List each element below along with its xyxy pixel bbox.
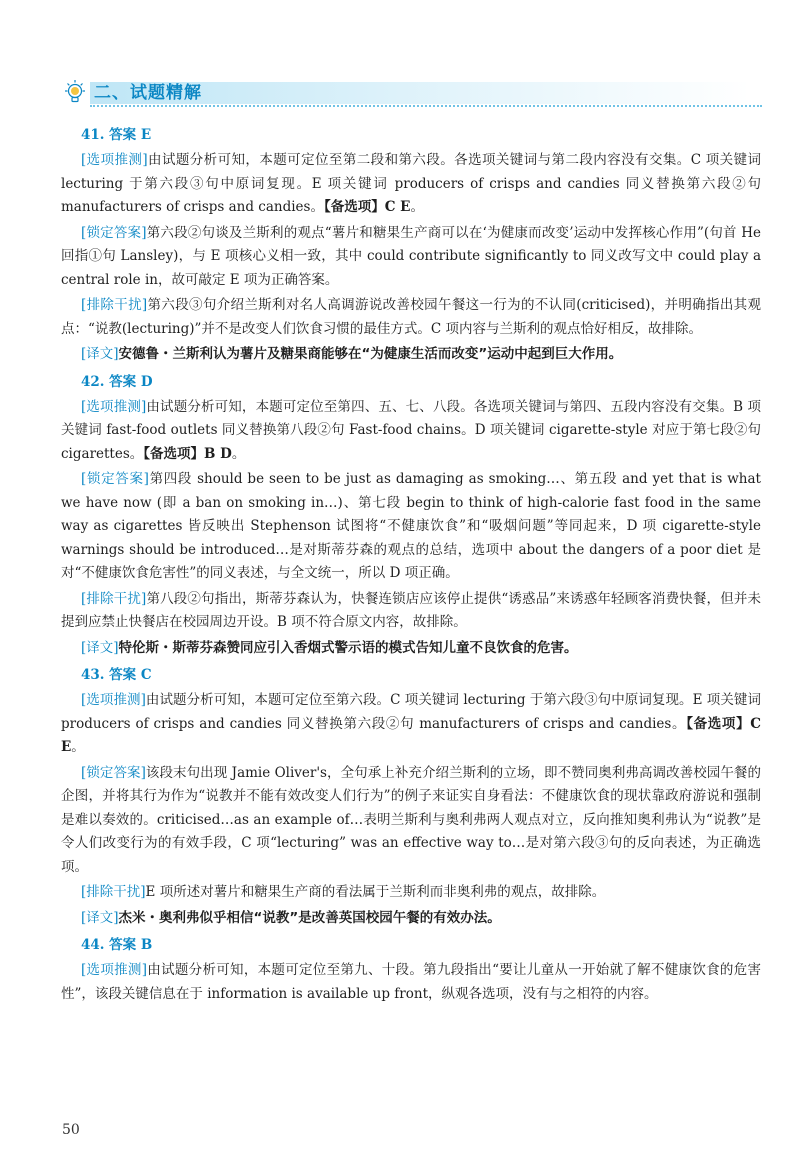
answer-explanations — [61, 120, 761, 1008]
tag-label: [排除干扰] — [81, 297, 148, 313]
tag-label: [选项推测] — [81, 692, 146, 708]
paragraph-text: 由试题分析可知，本题可定位至第六段。C 项关键词 lecturing 于第六段③句中原词复现。E 项关键词 producers of crisps and candies 同义替换第六段②句 manufacturers of crisps and candies。 — [61, 692, 761, 732]
paragraph-end: 。 — [71, 739, 85, 755]
paragraph-text: 由试题分析可知，本题可定位至第二段和第六段。各选项关键词与第二段内容没有交集。C 项关键词 lecturing 于第六段③句中原词复现。E 项关键词 producers of crisps and candies 同义替换第六段②句 manufacturers of crisps and candies。 — [61, 152, 761, 215]
candidate-options: 【备选项】C E — [61, 715, 762, 755]
lock-answer-41 — [61, 222, 761, 293]
translation-41 — [61, 343, 761, 367]
translation-text: 特伦斯・斯蒂芬森赞同应引入香烟式警示语的模式告知儿童不良饮食的危害。 — [118, 639, 578, 656]
translation-43 — [61, 907, 761, 931]
option-prediction-44 — [61, 959, 761, 1006]
tag-label: [选项推测] — [81, 398, 147, 415]
lock-answer-43 — [61, 762, 761, 880]
paragraph-text: 由试题分析可知，本题可定位至第九、十段。第九段指出“要让儿童从一开始就了解不健康饮食的危害性”，该段关键信息在于 information is available up front，纵观各选项，没有与之相符的内容。 — [61, 962, 761, 1002]
tag-label: [译文] — [81, 639, 119, 656]
exclude-distractors-42 — [61, 588, 761, 635]
option-prediction-43 — [61, 689, 761, 760]
translation-42 — [61, 637, 761, 661]
tag-label: [锁定答案] — [81, 764, 146, 781]
candidate-options: 【备选项】B D — [143, 445, 232, 462]
exclude-distractors-41 — [61, 294, 761, 341]
section-header — [62, 78, 762, 112]
paragraph-text: 该段末句出现 Jamie Oliver's，全句承上补充介绍兰斯利的立场，即不赞同奥利弗高调改善校园午餐的企图，并将其行为作为“说教并不能有效改变人们行为”的例子来证实自身看法：不健康饮食的现状靠政府游说和强制是难以奏效的。criticised…as an example of…表明兰斯利与奥利弗两人观点对立，反向推知奥利弗认为“说教”是令人们改变行为的有效手段，C 项“lecturing” was an effective way to…是对第六段③句的反向表述，为正确选项。 — [61, 764, 761, 875]
paragraph-text: 第四段 should be seen to be just as damaging as smoking…、第五段 and yet that is what we have now (即 a ban on smoking in…)、第七段 begin to think of high-calorie fast food in the same way as cigarettes 皆反映出 Stephenson 试图将“不健康饮食”和“吸烟问题”等同起来，D 项 cigarette-style warnings should be introduced…是对斯蒂芬森的观点的总结，选项中 about the dangers of a poor diet 是对“不健康饮食危害性”的同义表述，与全文统一，所以 D 项正确。 — [61, 471, 761, 581]
lock-answer-42 — [61, 468, 761, 586]
header-dotted-rule — [90, 105, 762, 107]
candidate-options: 【备选项】C E — [323, 199, 411, 215]
option-prediction-42 — [61, 396, 761, 467]
translation-text: 安德鲁・兰斯利认为薯片及糖果商能够在“为健康生活而改变”运动中起到巨大作用。 — [118, 346, 623, 362]
tag-label: [锁定答案] — [81, 471, 149, 487]
tag-label: [排除干扰] — [81, 884, 146, 900]
paragraph-end: 。 — [231, 445, 246, 462]
section-title: 二、试题精解 — [94, 83, 202, 103]
answer-heading-43: 43. 答案 C — [81, 667, 152, 683]
answer-heading-41: 41. 答案 E — [81, 127, 152, 143]
paragraph-text: E 项所述对薯片和糖果生产商的看法属于兰斯利而非奥利弗的观点，故排除。 — [145, 884, 606, 900]
paragraph-text: 第六段②句谈及兰斯利的观点“薯片和糖果生产商可以在‘为健康而改变’运动中发挥核心作用”(句首 He 回指①句 Lansley)，与 E 项核心义相一致，其中 could contribute significantly to 同义改写文中 could play a central role in，故可敲定 E 项为正确答案。 — [61, 224, 761, 288]
tag-label: [排除干扰] — [81, 590, 147, 607]
option-prediction-41 — [61, 149, 761, 220]
translation-text: 杰米・奥利弗似乎相信“说教”是改善英国校园午餐的有效办法。 — [118, 909, 501, 926]
tag-label: [译文] — [81, 346, 119, 362]
tag-label: [选项推测] — [81, 152, 148, 168]
tag-label: [锁定答案] — [81, 224, 147, 241]
paragraph-text: 第八段②句指出，斯蒂芬森认为，快餐连锁店应该停止提供“诱惑品”来诱惑年轻顾客消费快餐，但并未提到应禁止快餐店在校园周边开设。B 项不符合原文内容，故排除。 — [61, 590, 761, 630]
exclude-distractors-43 — [61, 881, 761, 905]
tag-label: [选项推测] — [81, 962, 147, 978]
paragraph-text: 第六段③句介绍兰斯利对名人高调游说改善校园午餐这一行为的不认同(criticised)，并明确指出其观点：“说教(lecturing)”并不是改变人们饮食习惯的最佳方式。C 项内容与兰斯利的观点恰好相反，故排除。 — [61, 297, 761, 337]
page-number: 50 — [62, 1122, 80, 1138]
answer-heading-44: 44. 答案 B — [81, 937, 153, 953]
tag-label: [译文] — [81, 909, 119, 926]
paragraph-text: 由试题分析可知，本题可定位至第四、五、七、八段。各选项关键词与第四、五段内容没有交集。B 项关键词 fast-food outlets 同义替换第八段②句 Fast-food chains。D 项关键词 cigarette-style 对应于第七段②句 cigarettes。 — [61, 398, 761, 462]
lightbulb-icon — [62, 78, 88, 108]
answer-heading-42: 42. 答案 D — [81, 373, 153, 390]
paragraph-end: 。 — [410, 199, 424, 215]
